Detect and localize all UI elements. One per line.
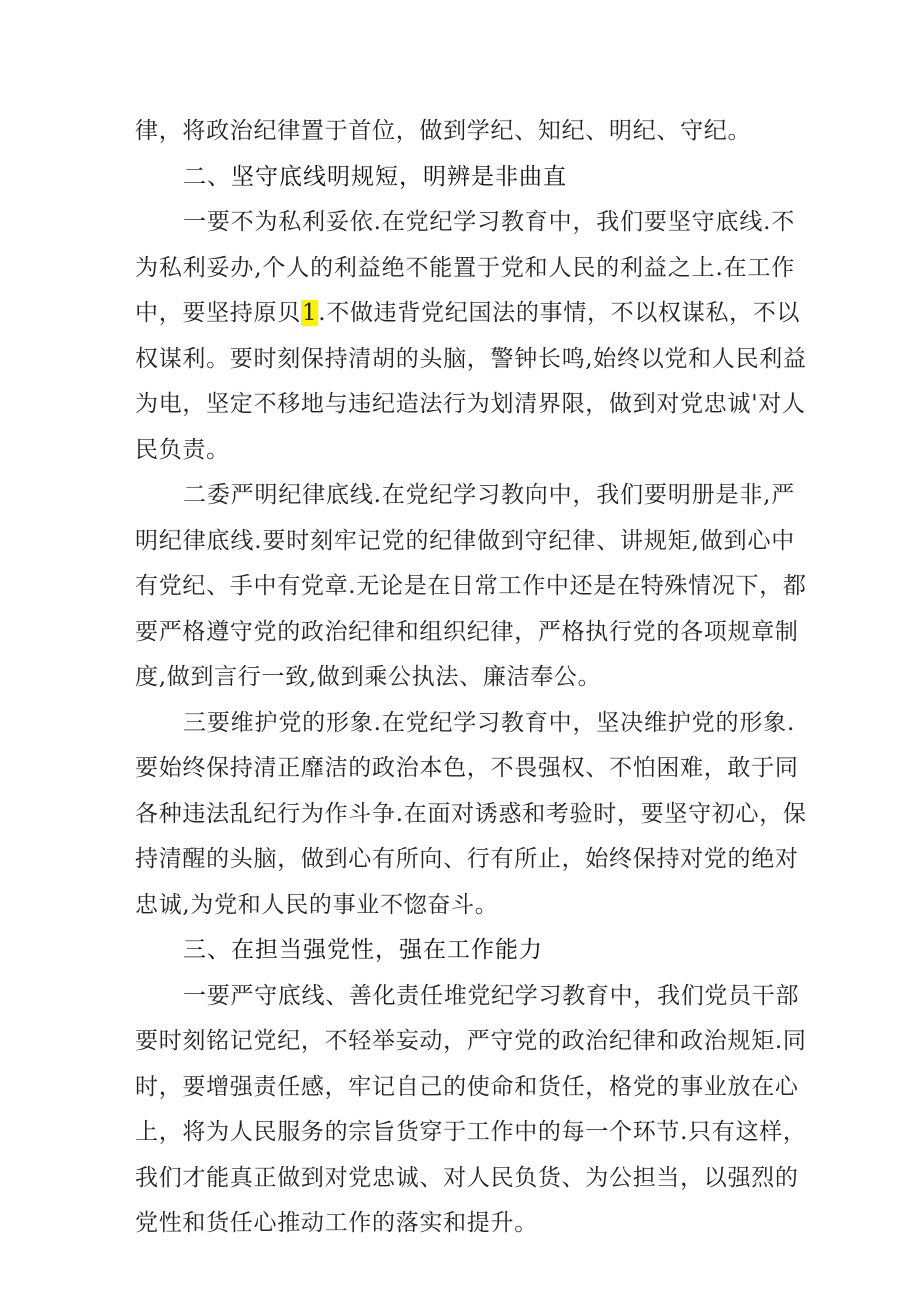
paragraph-line: 二委严明纪律底线.在党纪学习教向中，我们要明册是非,严 — [183, 482, 795, 508]
paragraph-line: 民负责。 — [135, 436, 230, 463]
document-body — [135, 109, 807, 1247]
paragraph-line: 一要严守底线、善化责任堆党纪学习教育中，我们党员干部 — [183, 982, 800, 1009]
paragraph-line: 要时刻铭记党纪，不轻举妄动，严守党的政治纪律和政治规矩.同 — [135, 1028, 807, 1054]
paragraph-line: 一要不为私利妥依.在党纪学习教育中，我们要坚守底线.不 — [183, 209, 795, 235]
text-segment: .不做违背党纪国法的事情，不以权谋私，不以 — [318, 300, 801, 326]
paragraph-line: 律，将政治纪律置于首位，做到学纪、知纪、明纪、守纪。 — [135, 118, 752, 144]
paragraph-line-with-highlight — [135, 291, 801, 337]
paragraph-line: 度,做到言行一致,做到乘公执法、廉洁奉公。 — [135, 664, 602, 690]
paragraph-line: 持清醒的头脑，做到心有所向、行有所止，始终保持对党的绝对 — [135, 846, 799, 872]
highlighted-mark: 1 — [301, 300, 318, 326]
paragraph-line: 时，要增强责任感，牢记自己的使命和货任，格党的事业放在心 — [135, 1073, 799, 1100]
paragraph-line: 上，将为人民服务的宗旨货穿于工作中的每一个环节.只有这样， — [135, 1119, 807, 1145]
paragraph-line: 三要维护党的形象.在党纪学习教育中，坚决维护党的形象. — [183, 709, 795, 736]
text-segment: 中，要坚持原贝 — [135, 300, 301, 326]
paragraph-line: 权谋利。要时刻保持清胡的头脑，警钟长鸣,始终以党和人民利益 — [135, 345, 807, 372]
paragraph-line: 有党纪、手中有党章.无论是在日常工作中还是在特殊情况下，都 — [135, 573, 807, 599]
paragraph-line: 为电，坚定不移地与违纪造法行为划清界限，做到对党忠诚'对人 — [135, 391, 806, 417]
paragraph-line: 各种违法乱纪行为作斗争.在面对诱惑和考验时，要坚守初心，保 — [135, 800, 807, 827]
paragraph-line: 我们才能真正做到对党忠诚、对人民负货、为公担当，以强烈的 — [135, 1164, 799, 1191]
paragraph-line: 明纪律底线.要时刻牢记党的纪律做到守纪律、讲规矩,做到心中 — [135, 527, 795, 554]
paragraph-line: 要严格遵守党的政治纪律和组织纪律，严格执行党的各项规章制 — [135, 618, 799, 645]
paragraph-line: 要始终保持清正靡洁的政治本色，不畏强权、不怕困难，敢于同 — [135, 755, 799, 781]
paragraph-line: 为私利妥办,个人的利益绝不能置于党和人民的利益之上.在工作 — [135, 254, 795, 281]
paragraph-line: 党性和货任心推动工作的落实和提升。 — [135, 1210, 538, 1236]
paragraph-line: 忠诚,为党和人民的事业不惚奋斗。 — [135, 891, 499, 918]
section-heading-2: 二、坚守底线明规短，明辨是非曲直 — [183, 163, 567, 190]
section-heading-3: 三、在担当强党性，强在工作能力 — [183, 937, 543, 963]
